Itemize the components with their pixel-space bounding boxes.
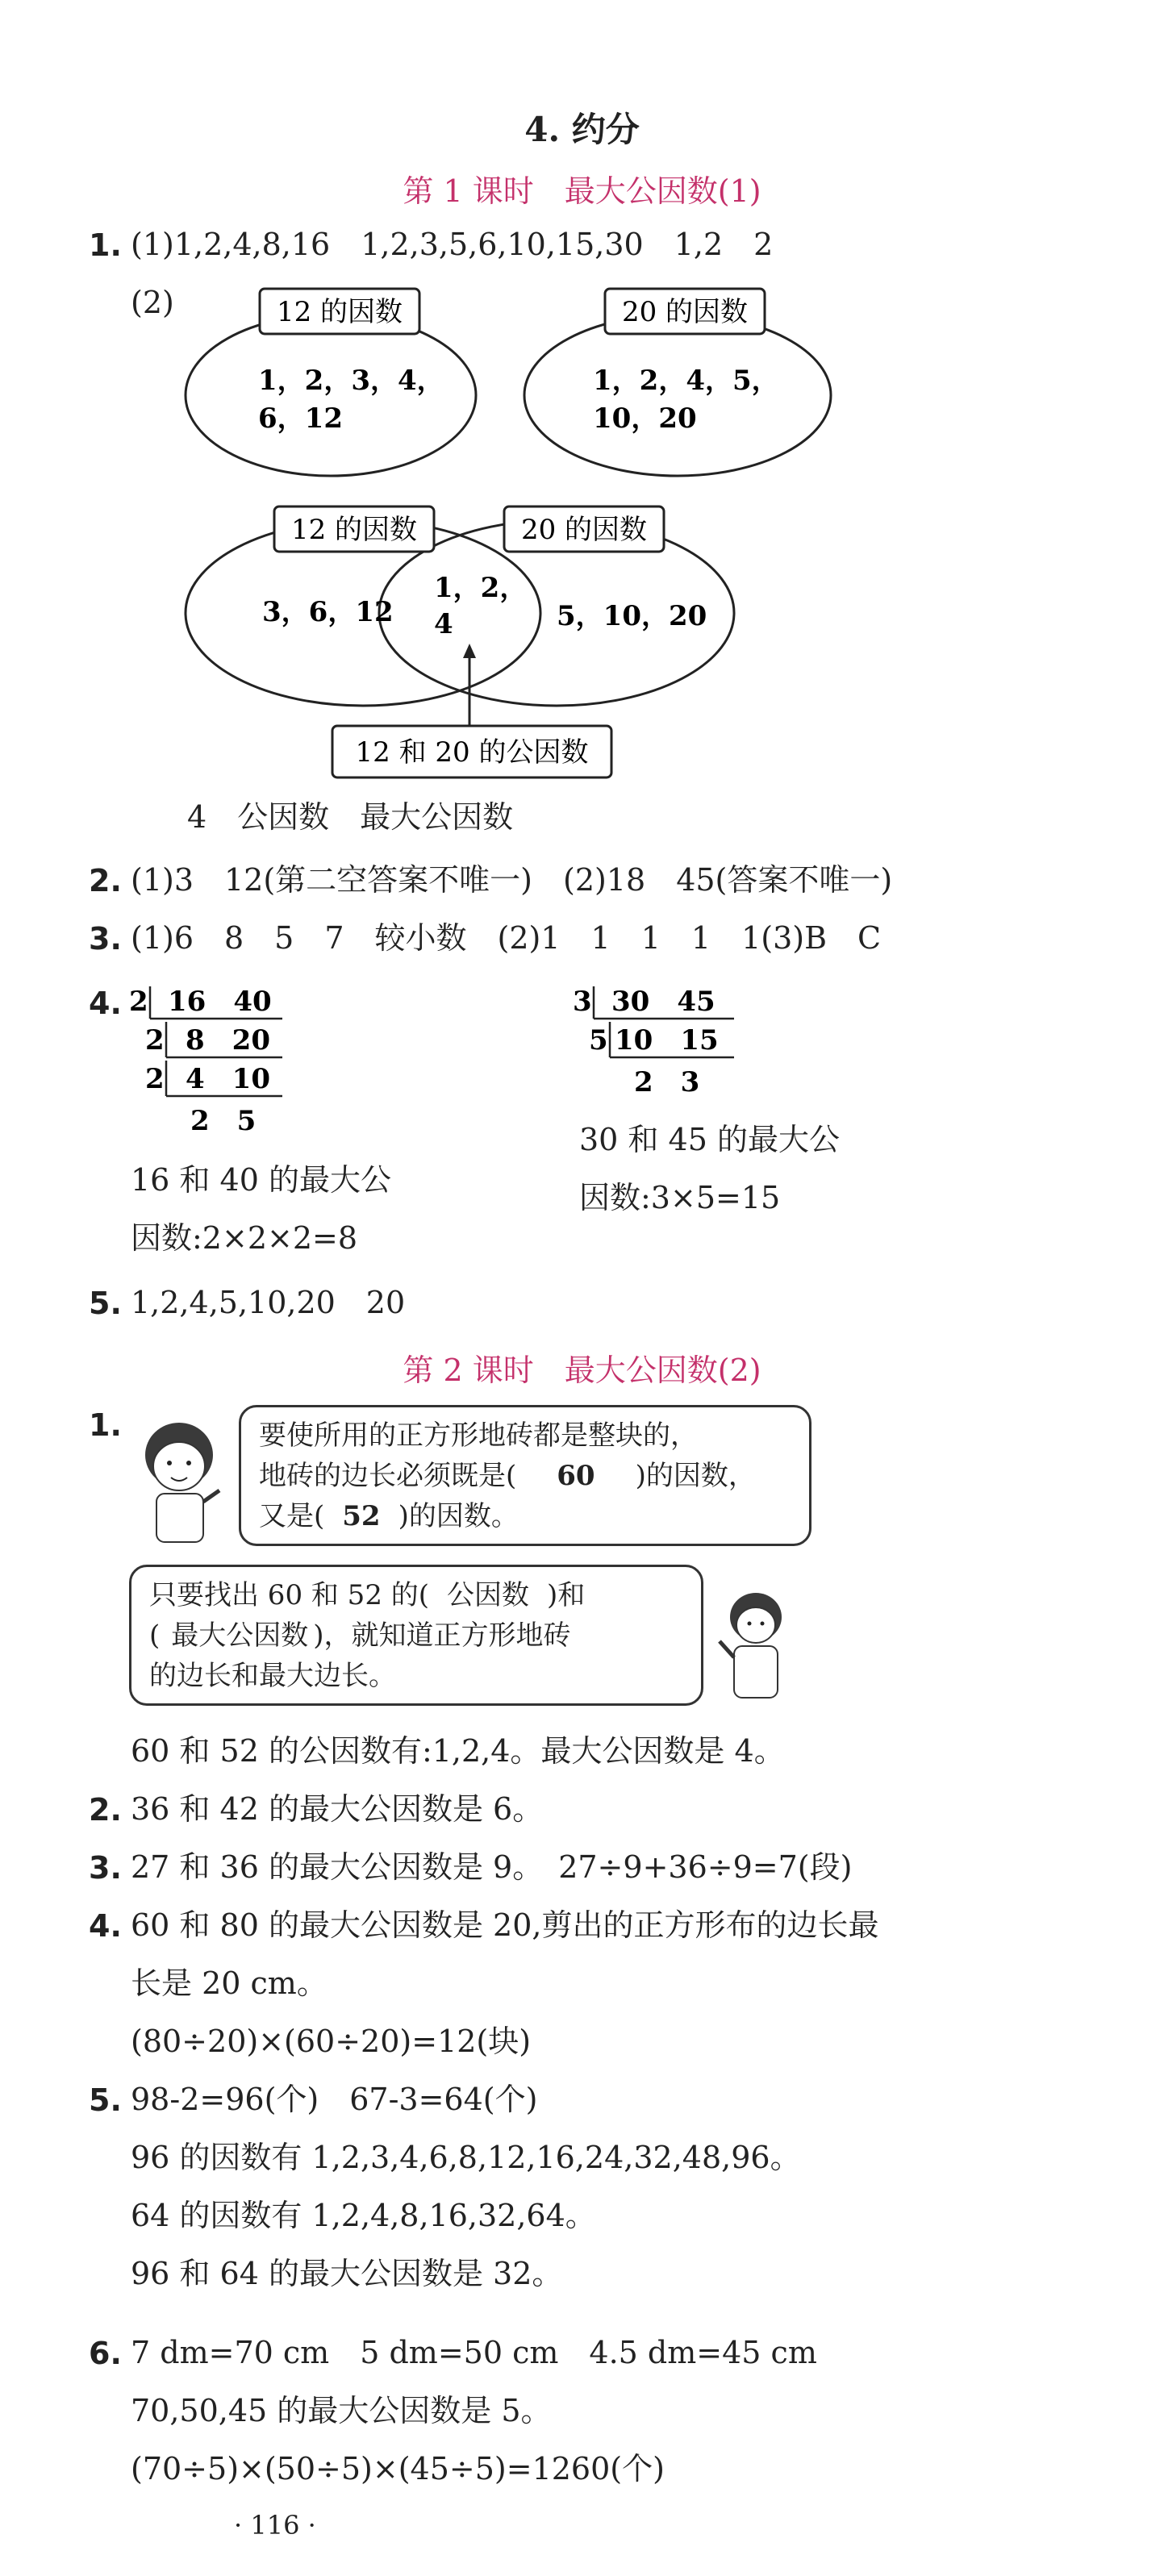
factors-12-line1: 1，2，3，4， [258, 365, 444, 397]
q4-right-text1: 30 和 45 的最大公 [579, 1122, 840, 1157]
q4-right-text2: 因数:3×5=15 [579, 1180, 781, 1215]
boy-illustration [129, 1413, 234, 1550]
factors-20-line2: 10，20 [593, 402, 697, 435]
factors-20-line1: 1，2，4，5， [593, 365, 779, 397]
rdiv-values-1: 30 45 [611, 986, 716, 1018]
factors-12-line2: 6，12 [258, 402, 343, 435]
page-number: · 116 · [234, 2510, 316, 2541]
q5-text: 1,2,4,5,10,20 20 [131, 1285, 406, 1320]
p2q5-line1: 98-2=96(个) 67-3=64(个) [131, 2082, 538, 2117]
overlap-label-20: 20 的因数 [520, 514, 648, 546]
ldiv-values-1: 16 40 [168, 986, 272, 1018]
q4-left-text2: 因数:2×2×2=8 [131, 1220, 358, 1256]
p2q4-line2: 长是 20 cm。 [131, 1965, 328, 2001]
only-20-values: 5，10，20 [557, 600, 707, 632]
bubble1-line1: 要使所用的正方形地砖都是整块的， [259, 1419, 698, 1452]
p2q3-number: 3. [89, 1850, 122, 1886]
p2q5-number: 5. [89, 2082, 122, 2118]
q2-text: (1)3 12(第二空答案不唯一) (2)18 45(答案不唯一) [131, 862, 893, 898]
bubble1-line3: 又是( 52 )的因数。 [259, 1500, 519, 1532]
p2q6-line2: 70,50,45 的最大公因数是 5。 [131, 2393, 552, 2428]
q4-right-division [565, 980, 791, 1109]
p2q5-line2: 96 的因数有 1,2,3,4,6,8,12,16,24,32,48,96。 [131, 2140, 801, 2175]
p2q4-line3: (80÷20)×(60÷20)=12(块) [131, 2024, 532, 2059]
q3-text: (1)6 8 5 7 较小数 (2)1 1 1 1 1(3)B C [131, 920, 882, 956]
p2q4-line1: 60 和 80 的最大公因数是 20,剪出的正方形布的边长最 [131, 1907, 879, 1943]
overlap-label-12: 12 的因数 [290, 514, 418, 546]
q1-answer-line: 4 公因数 最大公因数 [187, 799, 514, 835]
ldiv-values-2: 8 20 [186, 1024, 270, 1057]
arrow-head [463, 644, 476, 658]
bubble2-fill-common: 公因数 [447, 1579, 530, 1611]
q1-line: (1)1,2,4,8,16 1,2,3,5,6,10,15,30 1,2 2 [131, 227, 774, 262]
lesson2-title: 第 2 课时 最大公因数(2) [403, 1353, 761, 1388]
rdiv-divisor-1: 3 [573, 986, 592, 1018]
bubble2-line3: 的边长和最大边长。 [149, 1660, 396, 1692]
ldiv-divisor-3: 2 [145, 1063, 165, 1095]
common-values-line2: 4 [434, 608, 453, 640]
bubble2-line2: ( 最大公因数 )，就知道正方形地砖 [149, 1619, 571, 1652]
ldiv-values-4: 2 5 [190, 1105, 257, 1137]
bubble2-line1: 只要找出 60 和 52 的( 公因数 )和 [149, 1579, 586, 1611]
common-values-line1: 1，2， [434, 572, 528, 604]
speech-bubble-girl [129, 1565, 703, 1706]
p2q5-line3: 64 的因数有 1,2,4,8,16,32,64。 [131, 2198, 596, 2233]
p2q5-line4: 96 和 64 的最大公因数是 32。 [131, 2256, 563, 2291]
p2q3-text: 27 和 36 的最大公因数是 9。 27÷9+36÷9=7(段) [131, 1849, 853, 1885]
q4-left-division [121, 980, 347, 1149]
ldiv-divisor-1: 2 [129, 986, 148, 1018]
q4-left-text1: 16 和 40 的最大公 [131, 1162, 391, 1198]
rdiv-values-2: 10 15 [615, 1024, 719, 1057]
girl-illustration [711, 1585, 800, 1706]
p2q2-number: 2. [89, 1792, 122, 1828]
only-12-values: 3，6，12 [262, 596, 394, 628]
venn-overlap-diagram [161, 492, 807, 798]
ldiv-values-3: 4 10 [186, 1063, 270, 1095]
p2q6-line3: (70÷5)×(50÷5)×(45÷5)=1260(个) [131, 2451, 665, 2486]
venn-separate-diagram [161, 274, 871, 484]
q5-number: 5. [89, 1286, 122, 1321]
q4-number: 4. [89, 986, 122, 1021]
p2q1-number: 1. [89, 1407, 122, 1443]
bubble1-fill-52: 52 [342, 1500, 381, 1532]
section-title: 4. 约分 [524, 110, 640, 149]
q1-number: 1. [89, 227, 122, 263]
lesson1-title: 第 1 课时 最大公因数(1) [403, 173, 761, 209]
q1-part2-label: (2) [131, 285, 174, 320]
q3-number: 3. [89, 921, 122, 957]
bubble2-fill-greatest: 最大公因数 [171, 1619, 309, 1652]
label-12-factors: 12 的因数 [276, 296, 403, 328]
label-20-factors: 20 的因数 [621, 296, 749, 328]
q2-number: 2. [89, 863, 122, 898]
p2q4-number: 4. [89, 1908, 122, 1944]
p2q1-answer: 60 和 52 的公因数有:1,2,4。最大公因数是 4。 [131, 1733, 785, 1769]
bubble1-fill-60: 60 [557, 1460, 595, 1492]
bubble1-line2: 地砖的边长必须既是( 60 )的因数， [259, 1460, 756, 1492]
rdiv-divisor-2: 5 [589, 1024, 608, 1057]
rdiv-values-3: 2 3 [634, 1066, 700, 1098]
common-box-label: 12 和 20 的公因数 [355, 736, 589, 769]
p2q2-text: 36 和 42 的最大公因数是 6。 [131, 1791, 544, 1827]
speech-bubble-boy [239, 1405, 811, 1546]
ldiv-divisor-2: 2 [145, 1024, 165, 1057]
p2q6-line1: 7 dm=70 cm 5 dm=50 cm 4.5 dm=45 cm [131, 2335, 817, 2370]
p2q6-number: 6. [89, 2336, 122, 2371]
